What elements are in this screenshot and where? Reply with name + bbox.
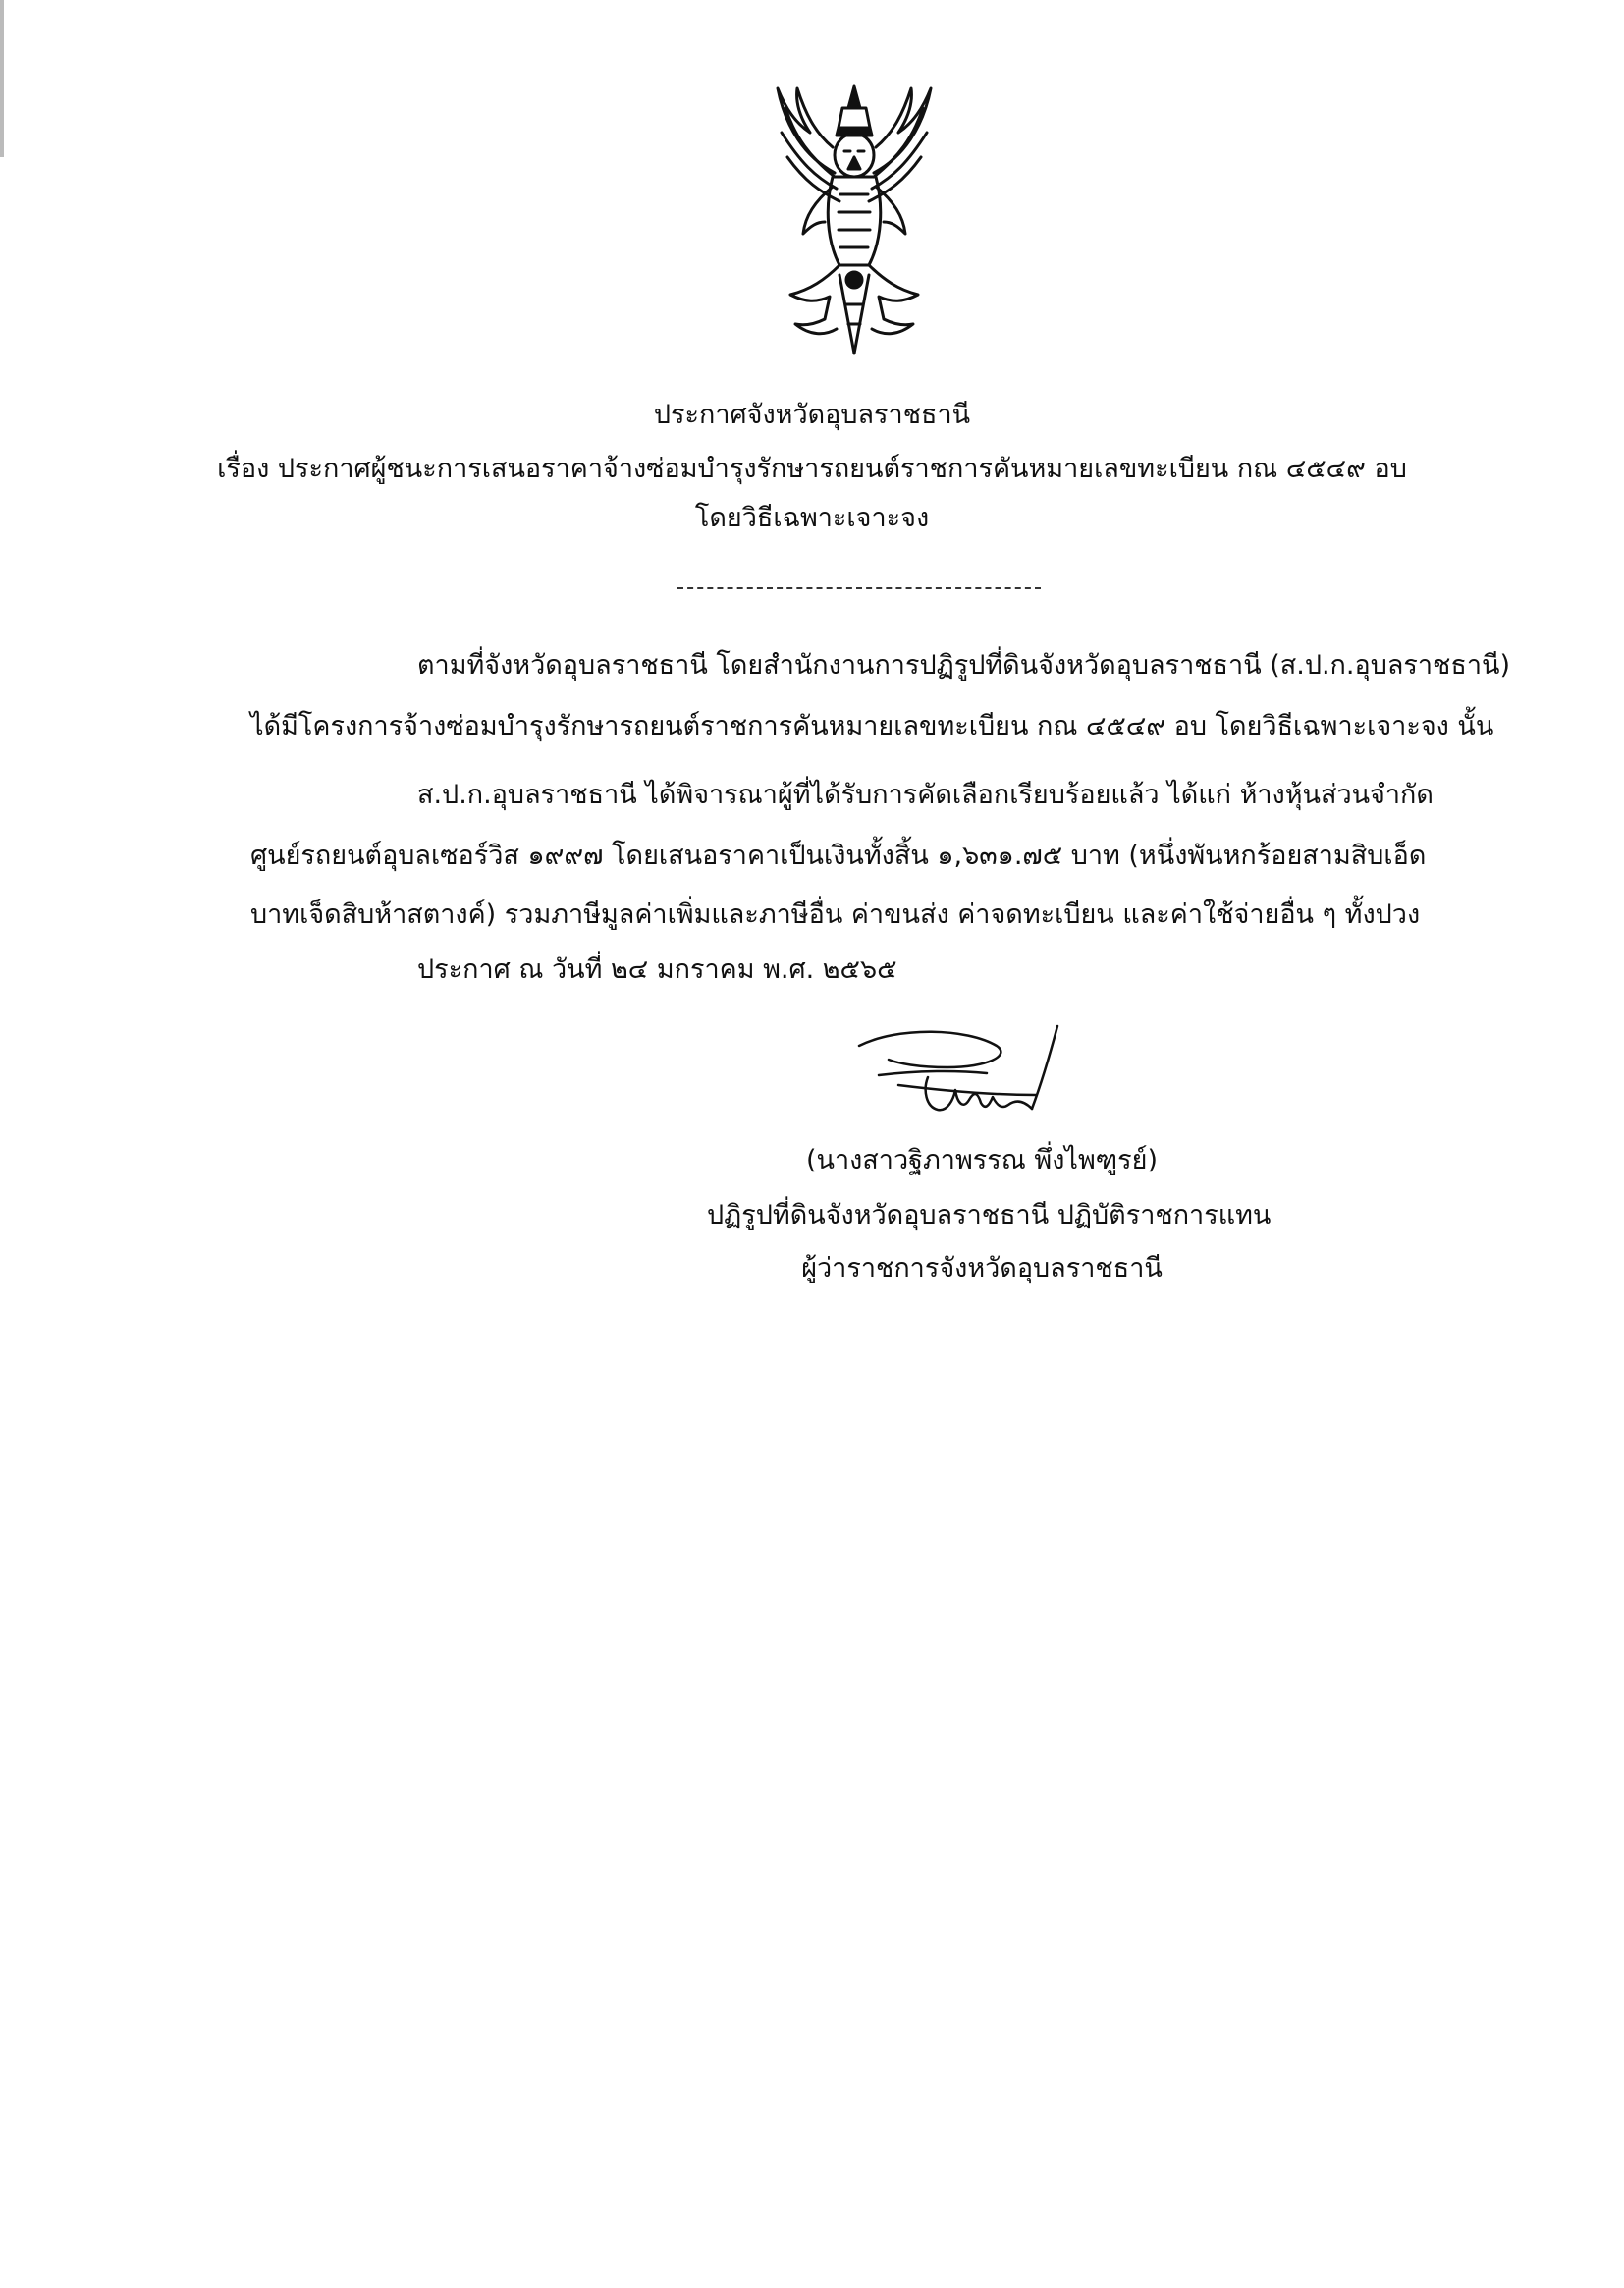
signatory-name: (นางสาวฐิภาพรรณ พึ่งไพฑูรย์) [805, 1145, 1159, 1175]
section-divider [677, 587, 1041, 589]
signatory-position-continued: ผู้ว่าราชการจังหวัดอุบลราชธานี [801, 1253, 1163, 1283]
announcement-subject-continued: โดยวิธีเฉพาะเจาะจง [694, 503, 930, 533]
announcement-subject: เรื่อง ประกาศผู้ชนะการเสนอราคาจ้างซ่อมบำรุงรักษารถยนต์ราชการคันหมายเลขทะเบียน กณ ๔๕๔๙ อบ [217, 454, 1407, 484]
garuda-emblem-icon [756, 79, 952, 368]
body-paragraph-2-line-3: บาทเจ็ดสิบห้าสตางค์) รวมภาษีมูลค่าเพิ่มและภาษีอื่น ค่าขนส่ง ค่าจดทะเบียน และค่าใช้จ่ายอื่น ๆ ทั้งปวง [250, 899, 1421, 930]
body-paragraph-2-line-2: ศูนย์รถยนต์อุบลเซอร์วิส ๑๙๙๗ โดยเสนอราคาเป็นเงินทั้งสิ้น ๑,๖๓๑.๗๕ บาท (หนึ่งพันหกร้อยสามสิบเอ็ด [250, 841, 1427, 871]
signatory-position: ปฏิรูปที่ดินจังหวัดอุบลราชธานี ปฏิบัติราชการแทน [707, 1200, 1272, 1230]
scan-edge-mark [0, 0, 4, 157]
body-paragraph-1-line-1: ตามที่จังหวัดอุบลราชธานี โดยสำนักงานการปฏิรูปที่ดินจังหวัดอุบลราชธานี (ส.ป.ก.อุบลราชธานี) [417, 650, 1510, 681]
announcement-title: ประกาศจังหวัดอุบลราชธานี [653, 400, 971, 430]
handwritten-signature [839, 1016, 1114, 1134]
announcement-date: ประกาศ ณ วันที่ ๒๔ มกราคม พ.ศ. ๒๕๖๕ [417, 954, 897, 985]
body-paragraph-2-line-1: ส.ป.ก.อุบลราชธานี ได้พิจารณาผู้ที่ได้รับการคัดเลือกเรียบร้อยแล้ว ได้แก่ ห้างหุ้นส่วนจำกัด [417, 780, 1434, 810]
body-paragraph-1-line-2: ได้มีโครงการจ้างซ่อมบำรุงรักษารถยนต์ราชการคันหมายเลขทะเบียน กณ ๔๕๔๙ อบ โดยวิธีเฉพาะเจาะจง นั้น [250, 711, 1494, 741]
